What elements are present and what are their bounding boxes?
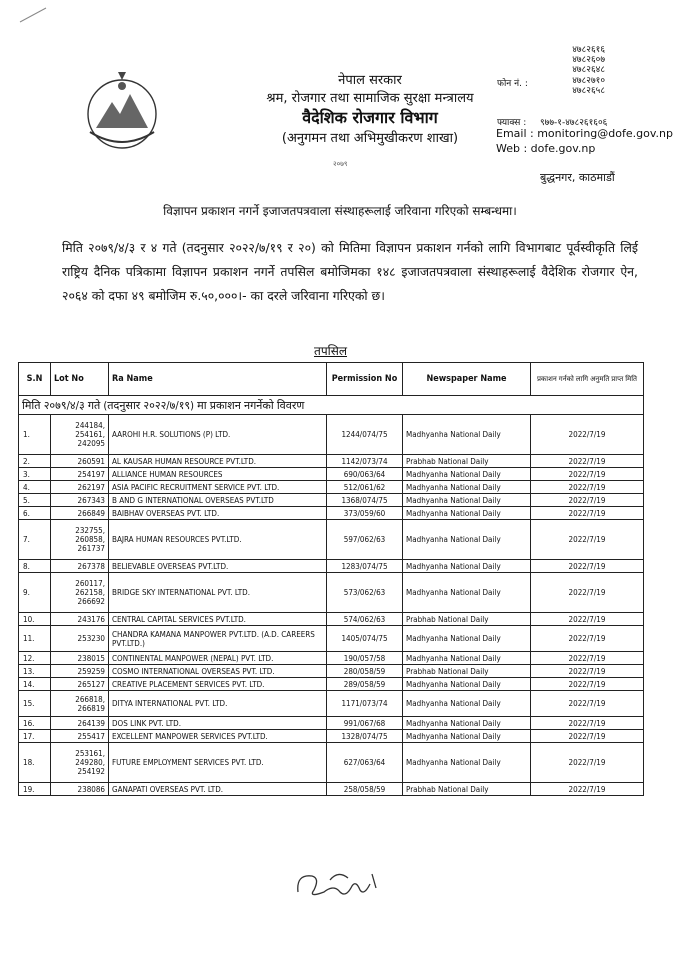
cell-lot: 253161, 249280, 254192 xyxy=(51,743,109,783)
cell-perm: 1244/074/75 xyxy=(327,415,403,455)
cell-date: 2022/7/19 xyxy=(531,665,644,678)
cell-perm: 289/058/59 xyxy=(327,678,403,691)
cell-ra: DOS LINK PVT. LTD. xyxy=(109,717,327,730)
govt-name: नेपाल सरकार xyxy=(338,73,402,88)
cell-news: Madhyanha National Daily xyxy=(403,520,531,560)
department-name: वैदेशिक रोजगार विभाग xyxy=(302,108,438,127)
cell-date: 2022/7/19 xyxy=(531,520,644,560)
table-header-row xyxy=(19,363,644,396)
cell-ra: ALLIANCE HUMAN RESOURCES xyxy=(109,468,327,481)
cell-ra: DITYA INTERNATIONAL PVT. LTD. xyxy=(109,691,327,717)
cell-ra: ASIA PACIFIC RECRUITMENT SERVICE PVT. LTD. xyxy=(109,481,327,494)
annex-title: तपसिल xyxy=(314,344,348,358)
cell-lot: 264139 xyxy=(51,717,109,730)
cell-sn: 2. xyxy=(19,455,51,468)
cell-lot: 255417 xyxy=(51,730,109,743)
cell-lot: 232755, 260858, 261737 xyxy=(51,520,109,560)
table-row xyxy=(19,652,644,665)
cell-ra: COSMO INTERNATIONAL OVERSEAS PVT. LTD. xyxy=(109,665,327,678)
cell-perm: 573/062/63 xyxy=(327,573,403,613)
cell-ra: CENTRAL CAPITAL SERVICES PVT.LTD. xyxy=(109,613,327,626)
cell-lot: 254197 xyxy=(51,468,109,481)
cell-perm: 190/057/58 xyxy=(327,652,403,665)
fax-label: फ्याक्स : xyxy=(497,118,527,128)
cell-date: 2022/7/19 xyxy=(531,494,644,507)
cell-lot: 259259 xyxy=(51,665,109,678)
header-lot: Lot No xyxy=(51,363,109,396)
cell-perm: 597/062/63 xyxy=(327,520,403,560)
cell-ra: CREATIVE PLACEMENT SERVICES PVT. LTD. xyxy=(109,678,327,691)
cell-date: 2022/7/19 xyxy=(531,652,644,665)
letter-body: मिति २०७९/४/३ र ४ गते (तदनुसार २०२२/७/१९ र २०) को मितिमा विज्ञापन प्रकाशन गर्नको लागि विभागबाट पूर्वस्वीकृति लिई राष्ट्रिय दैनिक पत्रिकामा विज्ञापन प्रकाशन नगर्ने तपसिल बमोजिमका १४८ इजाजतपत्रवाला संस्थाहरूलाई वैदेशिक रोजगार ऐन, २०६४ को दफा ४९ बमोजिम रु.५०,०००।- का दरले जरिवाना गरिएको छ। xyxy=(62,240,638,303)
header-permission: Permission No xyxy=(327,363,403,396)
cell-lot: 253230 xyxy=(51,626,109,652)
cell-date: 2022/7/19 xyxy=(531,573,644,613)
table-row xyxy=(19,678,644,691)
cell-date: 2022/7/19 xyxy=(531,743,644,783)
header-newspaper: Newspaper Name xyxy=(403,363,531,396)
cell-sn: 9. xyxy=(19,573,51,613)
phone-label: फोन नं. : xyxy=(497,79,528,89)
penalty-table xyxy=(18,362,644,796)
signature xyxy=(290,862,385,907)
table-row xyxy=(19,783,644,796)
table-row xyxy=(19,691,644,717)
cell-perm: 1328/074/75 xyxy=(327,730,403,743)
cell-date: 2022/7/19 xyxy=(531,678,644,691)
cell-date: 2022/7/19 xyxy=(531,507,644,520)
cell-ra: CONTINENTAL MANPOWER (NEPAL) PVT. LTD. xyxy=(109,652,327,665)
cell-sn: 1. xyxy=(19,415,51,455)
cell-lot: 243176 xyxy=(51,613,109,626)
ministry-name: श्रम, रोजगार तथा सामाजिक सुरक्षा मन्त्रालय xyxy=(266,91,474,106)
table-row xyxy=(19,665,644,678)
cell-lot: 267378 xyxy=(51,560,109,573)
cell-news: Madhyanha National Daily xyxy=(403,691,531,717)
table-row xyxy=(19,717,644,730)
stamp-date: २०७९ xyxy=(333,160,348,168)
cell-news: Madhyanha National Daily xyxy=(403,573,531,613)
cell-perm: 1171/073/74 xyxy=(327,691,403,717)
table-row xyxy=(19,507,644,520)
table-row xyxy=(19,743,644,783)
section-label: मिति २०७९/४/३ गते (तदनुसार २०२२/७/१९) मा प्रकाशन नगर्नेको विवरण xyxy=(19,396,644,415)
phone-numbers: ४७८२६१६ ४७८२६०७ ४७८२६४८ ४७८२७१० ४७८२६५८ xyxy=(572,45,605,96)
cell-news: Madhyanha National Daily xyxy=(403,415,531,455)
cell-perm: 574/062/63 xyxy=(327,613,403,626)
cell-news: Madhyanha National Daily xyxy=(403,743,531,783)
header-ra: Ra Name xyxy=(109,363,327,396)
cell-news: Madhyanha National Daily xyxy=(403,481,531,494)
cell-sn: 14. xyxy=(19,678,51,691)
cell-news: Prabhab National Daily xyxy=(403,665,531,678)
cell-news: Prabhab National Daily xyxy=(403,455,531,468)
email-address: Email : monitoring@dofe.gov.np xyxy=(496,127,673,140)
website: Web : dofe.gov.np xyxy=(496,142,596,155)
cell-ra: BRIDGE SKY INTERNATIONAL PVT. LTD. xyxy=(109,573,327,613)
header-date: प्रकाशन गर्नको लागि अनुमति प्राप्त मिति xyxy=(531,363,644,396)
table-row xyxy=(19,573,644,613)
cell-sn: 8. xyxy=(19,560,51,573)
cell-ra: B AND G INTERNATIONAL OVERSEAS PVT.LTD xyxy=(109,494,327,507)
cell-sn: 13. xyxy=(19,665,51,678)
fax-number: ९७७-१-४७८२६१६०६ xyxy=(540,118,608,128)
cell-date: 2022/7/19 xyxy=(531,613,644,626)
cell-lot: 266818, 266819 xyxy=(51,691,109,717)
cell-perm: 627/063/64 xyxy=(327,743,403,783)
nepal-emblem-logo xyxy=(82,72,162,152)
table-row xyxy=(19,560,644,573)
table-row xyxy=(19,520,644,560)
cell-perm: 512/061/62 xyxy=(327,481,403,494)
cell-date: 2022/7/19 xyxy=(531,783,644,796)
letter-subject: विज्ञापन प्रकाशन नगर्ने इजाजतपत्रवाला संस्थाहरूलाई जरिवाना गरिएको सम्बन्धमा। xyxy=(163,204,517,218)
cell-news: Prabhab National Daily xyxy=(403,613,531,626)
table-row xyxy=(19,468,644,481)
cell-sn: 16. xyxy=(19,717,51,730)
cell-ra: AL KAUSAR HUMAN RESOURCE PVT.LTD. xyxy=(109,455,327,468)
cell-ra: BAIBHAV OVERSEAS PVT. LTD. xyxy=(109,507,327,520)
cell-ra: GANAPATI OVERSEAS PVT. LTD. xyxy=(109,783,327,796)
cell-news: Madhyanha National Daily xyxy=(403,678,531,691)
cell-date: 2022/7/19 xyxy=(531,468,644,481)
cell-perm: 991/067/68 xyxy=(327,717,403,730)
cell-perm: 1283/074/75 xyxy=(327,560,403,573)
cell-lot: 265127 xyxy=(51,678,109,691)
cell-ra: EXCELLENT MANPOWER SERVICES PVT.LTD. xyxy=(109,730,327,743)
cell-sn: 6. xyxy=(19,507,51,520)
cell-lot: 262197 xyxy=(51,481,109,494)
cell-lot: 267343 xyxy=(51,494,109,507)
cell-date: 2022/7/19 xyxy=(531,455,644,468)
table-row xyxy=(19,613,644,626)
cell-news: Madhyanha National Daily xyxy=(403,717,531,730)
cell-lot: 238086 xyxy=(51,783,109,796)
cell-lot: 260117, 262158, 266692 xyxy=(51,573,109,613)
cell-sn: 19. xyxy=(19,783,51,796)
cell-news: Madhyanha National Daily xyxy=(403,468,531,481)
cell-ra: AAROHI H.R. SOLUTIONS (P) LTD. xyxy=(109,415,327,455)
cell-news: Prabhab National Daily xyxy=(403,783,531,796)
cell-news: Madhyanha National Daily xyxy=(403,652,531,665)
cell-ra: BELIEVABLE OVERSEAS PVT.LTD. xyxy=(109,560,327,573)
cell-news: Madhyanha National Daily xyxy=(403,730,531,743)
cell-sn: 17. xyxy=(19,730,51,743)
cell-date: 2022/7/19 xyxy=(531,415,644,455)
office-location: बुद्धनगर, काठमाडौं xyxy=(540,171,615,184)
cell-date: 2022/7/19 xyxy=(531,730,644,743)
cell-sn: 5. xyxy=(19,494,51,507)
cell-news: Madhyanha National Daily xyxy=(403,494,531,507)
cell-ra: CHANDRA KAMANA MANPOWER PVT.LTD. (A.D. CAREERS PVT.LTD.) xyxy=(109,626,327,652)
table-row xyxy=(19,626,644,652)
cell-date: 2022/7/19 xyxy=(531,717,644,730)
cell-sn: 10. xyxy=(19,613,51,626)
cell-perm: 280/058/59 xyxy=(327,665,403,678)
cell-perm: 258/058/59 xyxy=(327,783,403,796)
cell-perm: 1142/073/74 xyxy=(327,455,403,468)
cell-perm: 373/059/60 xyxy=(327,507,403,520)
cell-perm: 1405/074/75 xyxy=(327,626,403,652)
cell-sn: 18. xyxy=(19,743,51,783)
cell-sn: 15. xyxy=(19,691,51,717)
section-name: (अनुगमन तथा अभिमुखीकरण शाखा) xyxy=(281,131,459,146)
header-sn: S.N xyxy=(19,363,51,396)
cell-lot: 244184, 254161, 242095 xyxy=(51,415,109,455)
cell-ra: FUTURE EMPLOYMENT SERVICES PVT. LTD. xyxy=(109,743,327,783)
cell-news: Madhyanha National Daily xyxy=(403,626,531,652)
cell-sn: 12. xyxy=(19,652,51,665)
cell-news: Madhyanha National Daily xyxy=(403,507,531,520)
cell-sn: 4. xyxy=(19,481,51,494)
cell-news: Madhyanha National Daily xyxy=(403,560,531,573)
section-row xyxy=(19,396,644,415)
pen-mark xyxy=(18,6,48,24)
cell-lot: 260591 xyxy=(51,455,109,468)
cell-lot: 266849 xyxy=(51,507,109,520)
cell-sn: 7. xyxy=(19,520,51,560)
table-row xyxy=(19,415,644,455)
cell-perm: 690/063/64 xyxy=(327,468,403,481)
cell-sn: 11. xyxy=(19,626,51,652)
cell-perm: 1368/074/75 xyxy=(327,494,403,507)
cell-date: 2022/7/19 xyxy=(531,560,644,573)
cell-date: 2022/7/19 xyxy=(531,481,644,494)
table-row xyxy=(19,455,644,468)
cell-date: 2022/7/19 xyxy=(531,626,644,652)
cell-lot: 238015 xyxy=(51,652,109,665)
cell-date: 2022/7/19 xyxy=(531,691,644,717)
table-row xyxy=(19,494,644,507)
cell-ra: BAJRA HUMAN RESOURCES PVT.LTD. xyxy=(109,520,327,560)
table-row xyxy=(19,481,644,494)
table-row xyxy=(19,730,644,743)
cell-sn: 3. xyxy=(19,468,51,481)
